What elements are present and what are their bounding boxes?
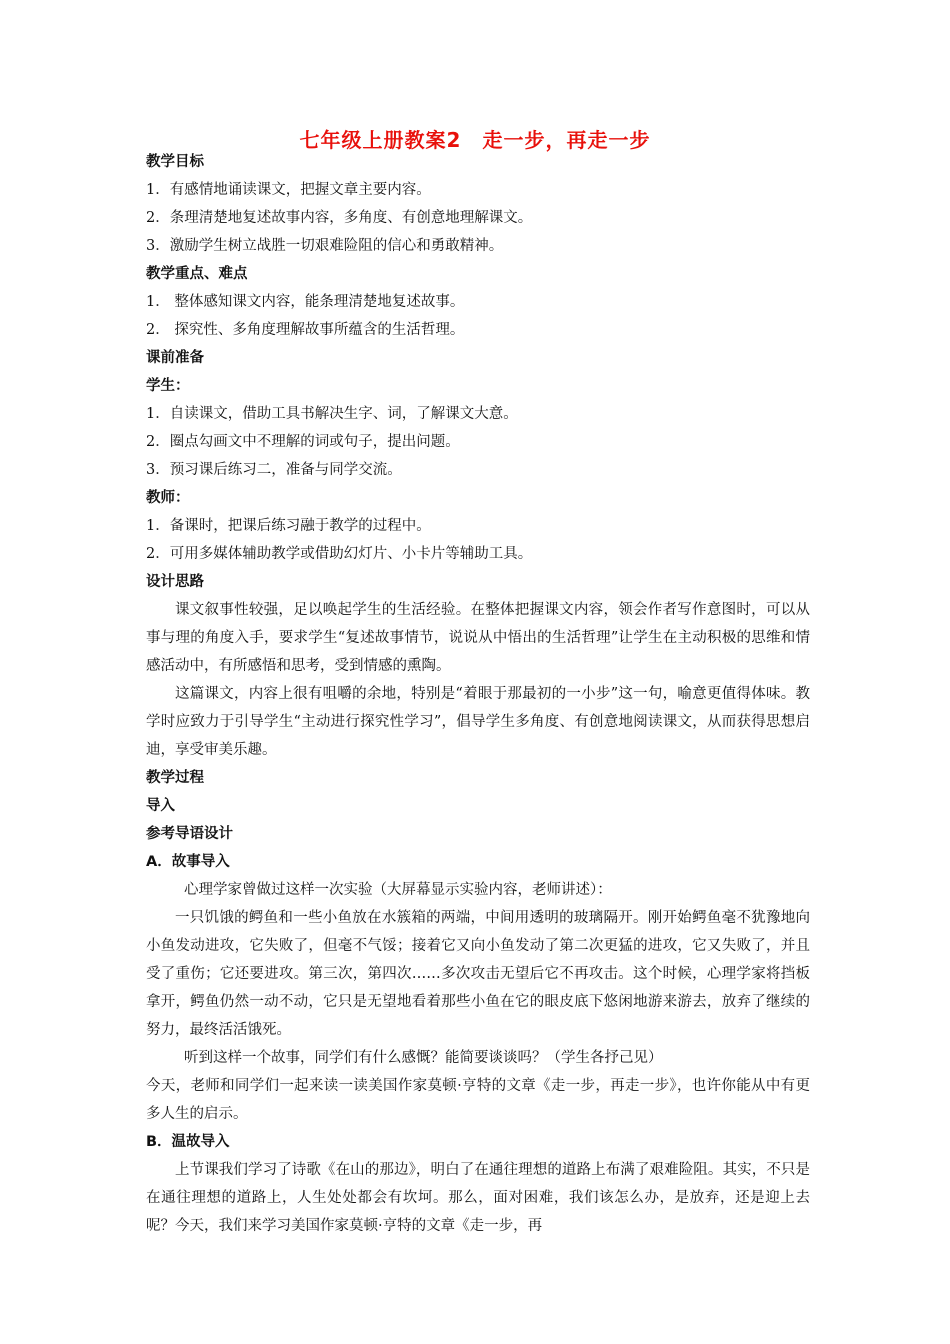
goal-item: 2．条理清楚地复述故事内容，多角度、有创意地理解课文。	[146, 210, 533, 226]
document-body	[146, 148, 810, 1240]
subheading-teacher: 教师：	[146, 490, 190, 506]
teacher-prep-item: 1．备课时，把课后练习融于教学的过程中。	[146, 518, 431, 534]
subheading-students: 学生：	[146, 378, 190, 394]
review-paragraph: 上节课我们学习了诗歌《在山的那边》，明白了在通往理想的道路上布满了艰难险阻。其实，不只是在通往理想的道路上，人生处处都会有坎坷。那么，面对困难，我们该怎么办，是放弃，还是迎上去呢？今天，我们来学习美国作家莫顿·亨特的文章《走一步，再	[146, 1162, 810, 1234]
key-point-item: 1． 整体感知课文内容，能条理清楚地复述故事。	[146, 294, 465, 310]
subheading-reference: 参考导语设计	[146, 826, 233, 842]
section-heading-key-points: 教学重点、难点	[146, 266, 248, 282]
key-point-item: 2． 探究性、多角度理解故事所蕴含的生活哲理。	[146, 322, 465, 338]
section-heading-goals: 教学目标	[146, 154, 204, 170]
story-paragraph: 一只饥饿的鳄鱼和一些小鱼放在水簇箱的两端，中间用透明的玻璃隔开。刚开始鳄鱼毫不犹豫地向小鱼发动进攻，它失败了，但毫不气馁；接着它又向小鱼发动了第二次更猛的进攻，它又失败了，并且受了重伤；它还要进攻。第三次，第四次……多次攻击无望后它不再攻击。这个时候，心理学家将挡板拿开，鳄鱼仍然一动不动，它只是无望地看着那些小鱼在它的眼皮底下悠闲地游来游去，放弃了继续的努力，最终活活饿死。	[146, 910, 810, 1038]
student-prep-item: 3．预习课后练习二，准备与同学交流。	[146, 462, 402, 478]
student-prep-item: 1．自读课文，借助工具书解决生字、词，了解课文大意。	[146, 406, 518, 422]
section-heading-process: 教学过程	[146, 770, 204, 786]
design-paragraph: 课文叙事性较强，足以唤起学生的生活经验。在整体把握课文内容，领会作者写作意图时，可以从事与理的角度入手，要求学生“复述故事情节，说说从中悟出的生活哲理”让学生在主动积极的思维和情感活动中，有所感悟和思考，受到情感的熏陶。	[146, 602, 810, 674]
story-paragraph: 听到这样一个故事，同学们有什么感慨？能简要谈谈吗？（学生各抒己见）	[184, 1050, 663, 1066]
section-heading-preparation: 课前准备	[146, 350, 204, 366]
story-paragraph: 今天，老师和同学们一起来读一读美国作家莫顿·亨特的文章《走一步，再走一步》，也许你能从中有更多人生的启示。	[146, 1078, 810, 1122]
goal-item: 1．有感情地诵读课文，把握文章主要内容。	[146, 182, 431, 198]
student-prep-item: 2．圈点勾画文中不理解的词或句子，提出问题。	[146, 434, 460, 450]
page-title: 七年级上册教案2 走一步，再走一步	[299, 128, 651, 152]
subheading-story-intro: A．故事导入	[146, 854, 230, 870]
subheading-review-intro: B．温故导入	[146, 1134, 230, 1150]
goal-item: 3．激励学生树立战胜一切艰难险阻的信心和勇敢精神。	[146, 238, 504, 254]
design-paragraph: 这篇课文，内容上很有咀嚼的余地，特别是“着眼于那最初的一小步”这一句，喻意更值得体味。教学时应致力于引导学生“主动进行探究性学习”，倡导学生多角度、有创意地阅读课文，从而获得思想启迪，享受审美乐趣。	[146, 686, 810, 758]
subheading-intro: 导入	[146, 798, 175, 814]
section-heading-design: 设计思路	[146, 574, 204, 590]
story-paragraph: 心理学家曾做过这样一次实验（大屏幕显示实验内容，老师讲述）：	[184, 882, 612, 898]
teacher-prep-item: 2．可用多媒体辅助教学或借助幻灯片、小卡片等辅助工具。	[146, 546, 533, 562]
